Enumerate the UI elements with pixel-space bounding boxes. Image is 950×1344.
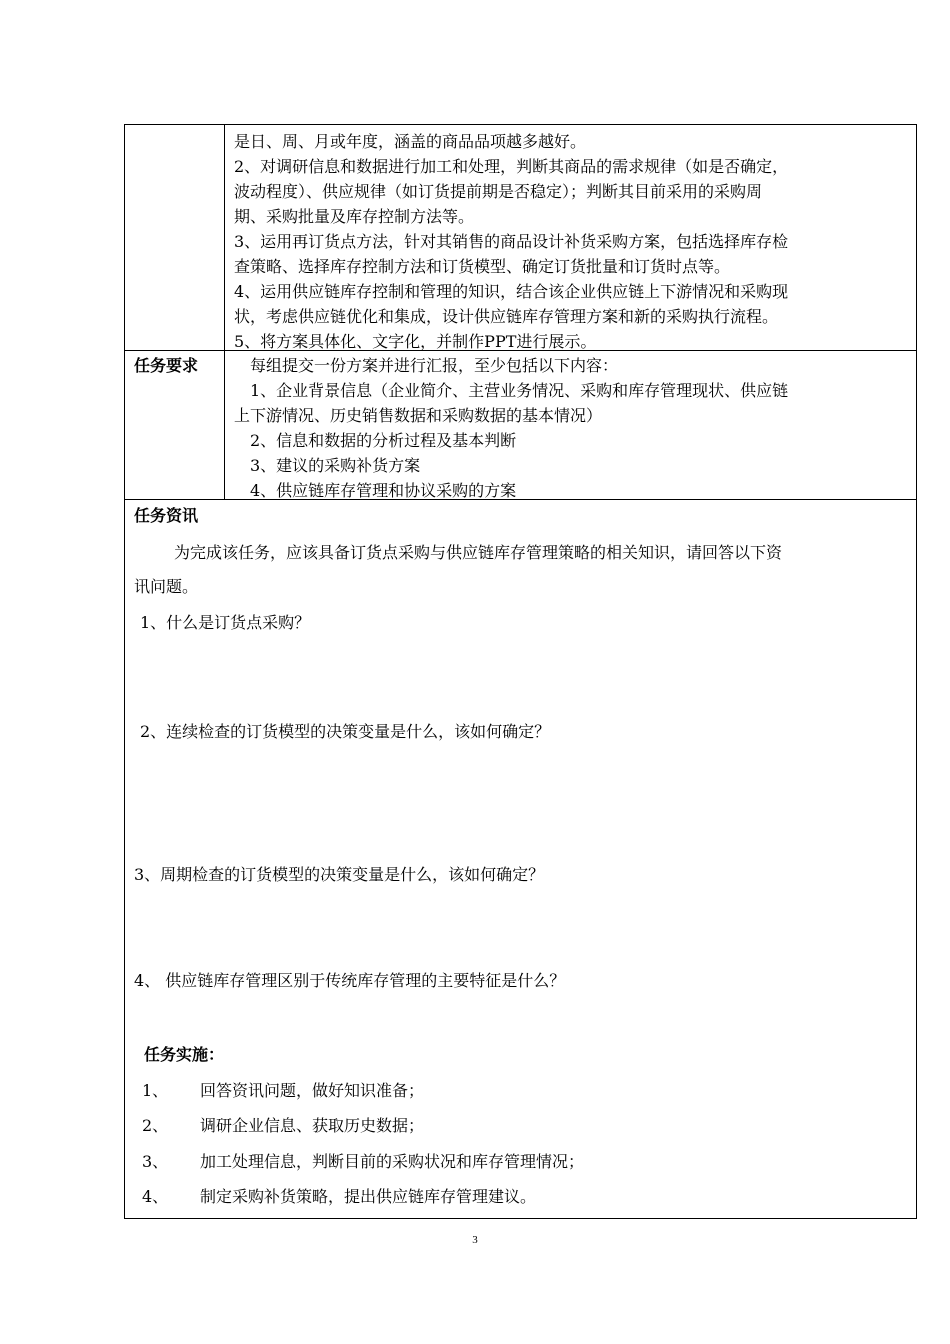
step-text: 回答资讯问题，做好知识准备； — [200, 1081, 425, 1100]
requirements-line: 每组提交一份方案并进行汇报，至少包括以下内容： — [250, 356, 619, 375]
requirements-label: 任务要求 — [134, 356, 199, 375]
top-block-line: 状，考虑供应链优化和集成，设计供应链库存管理方案和新的采购执行流程。 — [234, 307, 779, 326]
top-block-line: 2、对调研信息和数据进行加工和处理，判断其商品的需求规律（如是否确定， — [234, 157, 789, 176]
requirements-line: 2、信息和数据的分析过程及基本判断 — [250, 431, 517, 450]
info-label: 任务资讯 — [134, 506, 199, 525]
top-block-line: 期、采购批量及库存控制方法等。 — [234, 207, 475, 226]
step-text: 加工处理信息，判断目前的采购状况和库存管理情况； — [200, 1152, 585, 1171]
requirements-line: 上下游情况、历史销售数据和采购数据的基本情况） — [234, 406, 603, 425]
step-text: 制定采购补货策略，提出供应链库存管理建议。 — [200, 1187, 537, 1206]
step-number: 4、 — [142, 1187, 169, 1206]
row-divider — [125, 499, 916, 500]
step-text: 调研企业信息、获取历史数据； — [200, 1116, 425, 1135]
top-block-line: 5、将方案具体化、文字化，并制作PPT进行展示。 — [234, 332, 597, 351]
step-number: 1、 — [142, 1081, 169, 1100]
page-number: 3 — [472, 1234, 478, 1246]
top-block-line: 是日、周、月或年度，涵盖的商品品项越多越好。 — [234, 132, 587, 151]
top-block-line: 3、运用再订货点方法，针对其销售的商品设计补货采购方案，包括选择库存检 — [234, 232, 789, 251]
requirements-line: 3、建议的采购补货方案 — [250, 456, 421, 475]
requirements-line: 1、企业背景信息（企业简介、主营业务情况、采购和库存管理现状、供应链 — [250, 381, 789, 400]
step-number: 3、 — [142, 1152, 169, 1171]
step-number: 2、 — [142, 1116, 169, 1135]
implementation-label: 任务实施： — [144, 1045, 225, 1064]
column-divider — [224, 125, 225, 499]
info-intro: 讯问题。 — [134, 577, 199, 596]
task-table — [124, 124, 917, 1219]
top-block-line: 波动程度）、供应规律（如订货提前期是否稳定）；判断其目前采用的采购周 — [234, 182, 763, 201]
info-intro: 为完成该任务，应该具备订货点采购与供应链库存管理策略的相关知识，请回答以下资 — [174, 543, 783, 562]
info-question: 2、连续检查的订货模型的决策变量是什么，该如何确定？ — [140, 722, 551, 741]
top-block-line: 4、运用供应链库存控制和管理的知识，结合该企业供应链上下游情况和采购现 — [234, 282, 789, 301]
top-block-line: 查策略、选择库存控制方法和订货模型、确定订货批量和订货时点等。 — [234, 257, 731, 276]
info-question: 3、周期检查的订货模型的决策变量是什么，该如何确定？ — [134, 865, 545, 884]
requirements-line: 4、供应链库存管理和协议采购的方案 — [250, 481, 517, 500]
info-question: 4、 供应链库存管理区别于传统库存管理的主要特征是什么？ — [134, 971, 566, 990]
info-question: 1、什么是订货点采购？ — [140, 613, 311, 632]
